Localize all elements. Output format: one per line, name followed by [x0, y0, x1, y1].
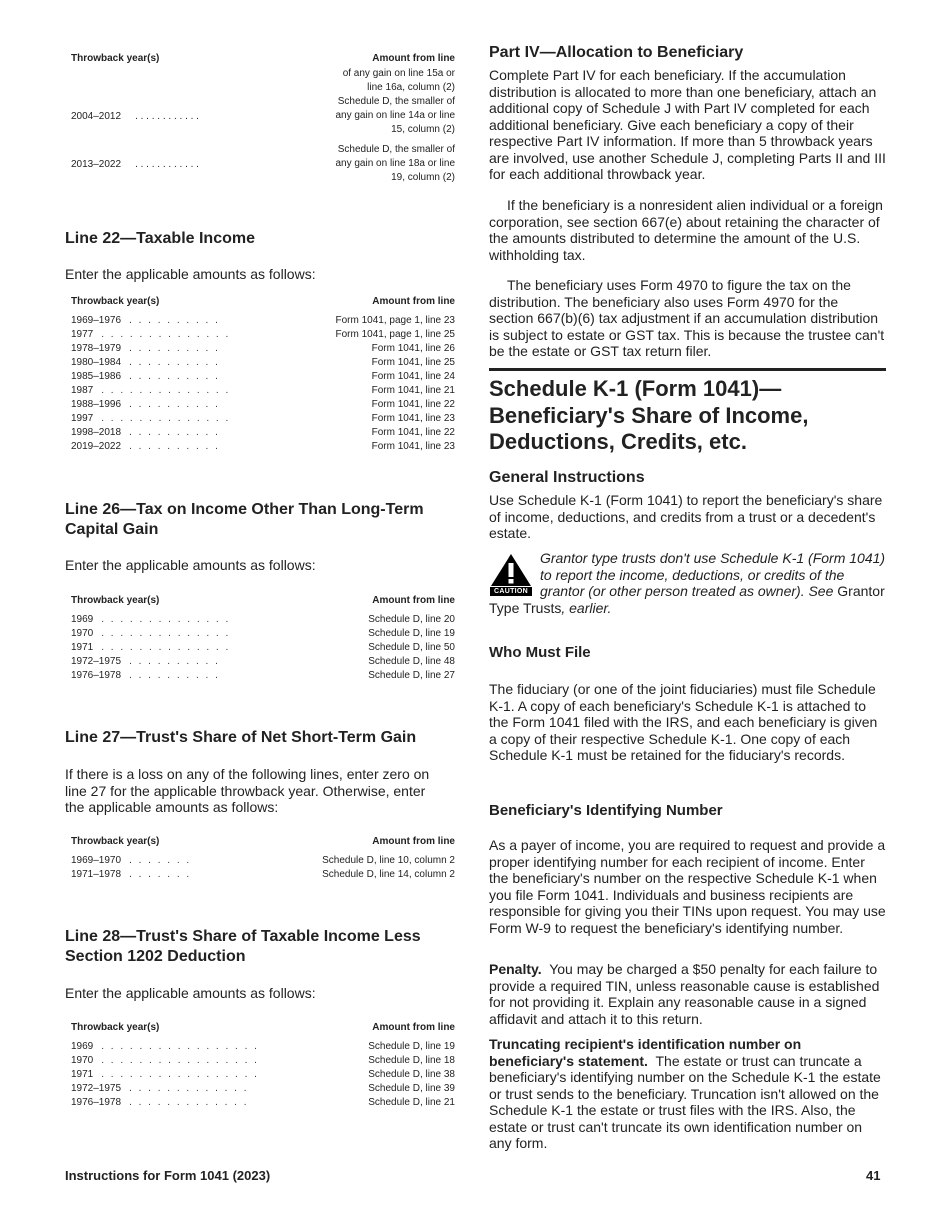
table-cell-amount: Schedule D, line 48: [368, 656, 455, 667]
leader-dots: . . . . . . . . . . . . .: [129, 1097, 249, 1108]
table-cell-amount: Schedule D, line 19: [368, 628, 455, 639]
line27-table: [71, 836, 455, 882]
table-cell-amount: Schedule D, the smaller of any gain on line 14a or line 15, column (2): [335, 96, 455, 135]
table-cell-year: 1970: [71, 628, 94, 639]
table-row: [71, 412, 455, 426]
table-row: [71, 613, 455, 627]
table-cell-amount: Schedule D, line 27: [368, 670, 455, 681]
table-cell-amount: Schedule D, line 39: [368, 1083, 455, 1094]
table-row: [71, 854, 455, 868]
part4-paragraph-3: The beneficiary uses Form 4970 to figure the tax on the distribution. The beneficiary also uses Form 4970 for the section 667(b)(6) tax adjustment if an accumulation distribution is subject to estate or GST tax. This is because the trustee can't be the estate or GST tax return filer.: [489, 277, 885, 359]
col-header-amount: Amount from line: [372, 296, 455, 307]
table-row: [71, 1040, 455, 1054]
part4-heading: Part IV—Allocation to Beneficiary: [489, 44, 744, 61]
col-header-year: Throwback year(s): [71, 836, 160, 847]
leader-dots: . . . . . . . . . . . . . . . . .: [101, 1041, 259, 1052]
leader-dots: . . . . . . . . . .: [129, 343, 220, 354]
line22-heading: Line 22—Taxable Income: [65, 230, 255, 247]
table-body: [71, 1040, 455, 1110]
table-cell-year: 1988–1996: [71, 399, 122, 410]
table-cell-year: 2013–2022: [71, 158, 122, 170]
k1-heading: Schedule K-1 (Form 1041)—Beneficiary's Share of Income, Deductions, Credits, etc.: [489, 376, 809, 454]
general-instructions-text: Use Schedule K-1 (Form 1041) to report the beneficiary's share of income, deductions, and credits from a trust or a decedent's estate.: [489, 492, 883, 541]
table-row: [71, 669, 455, 683]
table-row: [71, 356, 455, 370]
table-cell-amount: Form 1041, line 26: [371, 343, 455, 354]
leader-dots: . . . . . . . . . .: [129, 371, 220, 382]
table-row: [71, 370, 455, 384]
table-cell-amount: Schedule D, line 50: [368, 642, 455, 653]
table-cell-year: 1976–1978: [71, 670, 122, 681]
caution-ref: Grantor Type Trusts: [489, 583, 885, 616]
table-cell-year: 1971: [71, 642, 94, 653]
leader-dots: . . . . . . . . . .: [129, 399, 220, 410]
table-cell-amount: Form 1041, line 23: [371, 413, 455, 424]
part4-paragraph-2: If the beneficiary is a nonresident alien individual or a foreign corporation, see section 667(e) about retaining the character of the amounts distributed to determine the amount of the U.S. withholding tax.: [489, 197, 883, 263]
leader-dots: . . . . . . . . . . . . . .: [101, 628, 231, 639]
throwback-cont-table: [71, 53, 455, 185]
penalty-paragraph: [489, 961, 886, 1027]
leader-dots: . . . . . . .: [129, 869, 192, 880]
table-body: [71, 613, 455, 683]
line28-heading: Line 28—Trust's Share of Taxable Income Less Section 1202 Deduction: [65, 928, 421, 965]
line26-intro: Enter the applicable amounts as follows:: [65, 557, 316, 573]
table-cell-amount: Schedule D, the smaller of any gain on line 18a or line 19, column (2): [335, 144, 455, 183]
penalty-text: You may be charged a $50 penalty for each failure to provide a required TIN, unless reasonable cause is established for not providing it. Explain any reasonable cause in a signed affidavit and attach it to this return.: [489, 961, 880, 1027]
table-cell-year: 2004–2012: [71, 110, 122, 122]
table-cell-year: 1985–1986: [71, 371, 122, 382]
table-cell-amount: Form 1041, line 24: [371, 371, 455, 382]
caution-note: [489, 550, 886, 616]
table-row: [71, 342, 455, 356]
who-must-file-heading: Who Must File: [489, 644, 591, 661]
leader-dots: . . . . . . . . . . . . .: [129, 1083, 249, 1094]
table-cell-year: 1972–1975: [71, 656, 122, 667]
col-header-amount: Amount from line: [372, 1022, 455, 1033]
leader-dots: . . . . . . . . . . . . . .: [101, 385, 231, 396]
table-row: [71, 641, 455, 655]
table-cell-amount: Form 1041, line 25: [371, 357, 455, 368]
table-cell-amount: Schedule D, line 21: [368, 1097, 455, 1108]
table-row: [71, 1082, 455, 1096]
table-cell-year: 1969–1976: [71, 315, 122, 326]
leader-dots: . . . . . . . . . . . . . .: [101, 329, 231, 340]
table-cell-amount: Form 1041, page 1, line 23: [335, 315, 455, 326]
leader-dots: . . . . . . . . . .: [129, 656, 220, 667]
line27-intro: If there is a loss on any of the following lines, enter zero on line 27 for the applicable throwback year. Otherwise, enter the applicable amounts as follows:: [65, 766, 430, 815]
table-row: [71, 384, 455, 398]
table-row: [71, 440, 455, 454]
leader-dots: . . . . . . . . . . . . . .: [101, 413, 231, 424]
col-header-year: Throwback year(s): [71, 296, 160, 307]
table-body: [71, 854, 455, 882]
table-cell-year: 1997: [71, 413, 94, 424]
line22-intro: Enter the applicable amounts as follows:: [65, 266, 316, 282]
line26-heading: Line 26—Tax on Income Other Than Long-Term Capital Gain: [65, 501, 424, 538]
table-cell-year: 1970: [71, 1055, 94, 1066]
table-row: 2004–2012 . . . . . . . . . . . . Schedule D, the smaller of any gain on line 14a or line 15, column (2): [71, 96, 455, 135]
table-row: [71, 1096, 455, 1110]
leader-dots: . . . . . . . . . . . . . .: [101, 614, 231, 625]
table-cell-year: 1977: [71, 329, 94, 340]
table-cell-year: 1969: [71, 614, 94, 625]
table-cell-year: 1971–1978: [71, 869, 122, 880]
table-cell-year: 1978–1979: [71, 343, 122, 354]
line28-table: [71, 1022, 455, 1110]
line26-table: [71, 595, 455, 683]
identifying-number-text: As a payer of income, you are required to request and provide a proper identifying number for each recipient of income. Enter the beneficiary's number on the respective Schedule K-1 when you file Form 1041. Individuals and business recipients are responsible for giving you their TINs upon request. You may use Form W-9 to request the beneficiary's identifying number.: [489, 837, 886, 936]
line27-heading: Line 27—Trust's Share of Net Short-Term Gain: [65, 729, 417, 746]
table-cell-year: 1969–1970: [71, 855, 122, 866]
table-cell-year: 1972–1975: [71, 1083, 122, 1094]
table-cell-amount: Schedule D, line 14, column 2: [322, 869, 455, 880]
table-cell-amount: Schedule D, line 18: [368, 1055, 455, 1066]
table-cell-amount: Form 1041, line 23: [371, 441, 455, 452]
leader-dots: . . . . . . . . . .: [129, 427, 220, 438]
table-row: [71, 627, 455, 641]
table-row: 2013–2022 . . . . . . . . . . . . Schedule D, the smaller of any gain on line 18a or line 19, column (2): [71, 144, 455, 183]
col-header-year: Throwback year(s): [71, 595, 160, 606]
footer-title: Instructions for Form 1041 (2023): [65, 1168, 271, 1183]
table-cell-amount: Form 1041, line 21: [371, 385, 455, 396]
leader-dots: . . . . . . . . . .: [129, 670, 220, 681]
leader-dots: . . . . . . . . . . . . . .: [101, 642, 231, 653]
line28-intro: Enter the applicable amounts as follows:: [65, 985, 316, 1001]
page-number: 41: [866, 1168, 881, 1183]
table-body: [71, 314, 455, 454]
table-row: [71, 314, 455, 328]
col-header-year: Throwback year(s): [71, 1022, 160, 1033]
who-must-file-text: The fiduciary (or one of the joint fiduciaries) must file Schedule K-1. A copy of each beneficiary's Schedule K-1 is attached to the Form 1041 filed with the IRS, and each beneficiary is given a copy of their respective Schedule K-1. One copy of each Schedule K-1 must be retained for the fiduciary's records.: [489, 681, 878, 763]
table-cell-amount: Schedule D, line 10, column 2: [322, 855, 455, 866]
leader-dots: . . . . . . .: [129, 855, 192, 866]
table-cell-amount: Schedule D, line 20: [368, 614, 455, 625]
table-cell-year: 1998–2018: [71, 427, 122, 438]
table-cell-year: 1976–1978: [71, 1097, 122, 1108]
line22-table: [71, 296, 455, 454]
table-cell-year: 1971: [71, 1069, 94, 1080]
table-cell-amount: Form 1041, line 22: [371, 399, 455, 410]
table-cell-year: 1980–1984: [71, 357, 122, 368]
truncating-paragraph: [489, 1036, 886, 1152]
leader-dots: . . . . . . . . . .: [129, 315, 220, 326]
caution-text: Grantor type trusts don't use Schedule K-1 (Form 1041) to report the income, deductions, or credits of the grantor (or other person treated as owner). See: [540, 550, 886, 599]
col-header-amount: Amount from line: [372, 595, 455, 606]
col-header-year: Throwback year(s): [71, 53, 160, 64]
table-row: [71, 328, 455, 342]
table-row: [71, 426, 455, 440]
leader-dots: . . . . . . . . . . . . . . . . .: [101, 1055, 259, 1066]
col-header-amount: Amount from line: [372, 53, 455, 64]
truncating-label: Truncating recipient's identification number on beneficiary's statement.: [489, 1036, 802, 1069]
table-cell-year: 2019–2022: [71, 441, 122, 452]
general-instructions-heading: General Instructions: [489, 469, 645, 486]
leader-dots: . . . . . . . . . .: [129, 357, 220, 368]
penalty-label: Penalty.: [489, 961, 542, 977]
part4-paragraph-1: Complete Part IV for each beneficiary. If the accumulation distribution is allocated to more than one beneficiary, attach an additional copy of Schedule J with Part IV completed for each additional beneficiary. Give each beneficiary a copy of their respective Part IV information. If more than 5 throwback years are involved, use another Schedule J, completing Parts II and III for each additional throwback year.: [489, 67, 886, 182]
leader-dots: . . . . . . . . . .: [129, 441, 220, 452]
table-row: [71, 1054, 455, 1068]
table-row: [71, 868, 455, 882]
section-divider: [489, 368, 886, 371]
table-row: [71, 398, 455, 412]
truncating-text: The estate or trust can truncate a beneficiary's identifying number on the Schedule K-1 the estate or trust sends to the beneficiary. Truncation isn't allowed on the Schedule K-1 the estate or trust files with the IRS. Also, the estate or trust can't truncate its own identification number on any form.: [489, 1052, 881, 1151]
table-cell-year: 1987: [71, 385, 94, 396]
caution-label: CAUTION: [494, 588, 528, 595]
table-cell-amount: Schedule D, line 38: [368, 1069, 455, 1080]
table-cell-amount: Form 1041, line 22: [371, 427, 455, 438]
table-row: [71, 655, 455, 669]
leader-dots: . . . . . . . . . . . . . . . . .: [101, 1069, 259, 1080]
identifying-number-heading: Beneficiary's Identifying Number: [489, 802, 723, 819]
table-cell-year: 1969: [71, 1041, 94, 1052]
table-cell-amount: Schedule D, line 19: [368, 1041, 455, 1052]
table-row: [71, 1068, 455, 1082]
table-cell-amount: Form 1041, page 1, line 25: [335, 329, 455, 340]
caution-tail: , earlier.: [561, 599, 612, 616]
table-cell-amount: of any gain on line 15a or line 16a, column (2): [342, 68, 455, 93]
col-header-amount: Amount from line: [372, 836, 455, 847]
